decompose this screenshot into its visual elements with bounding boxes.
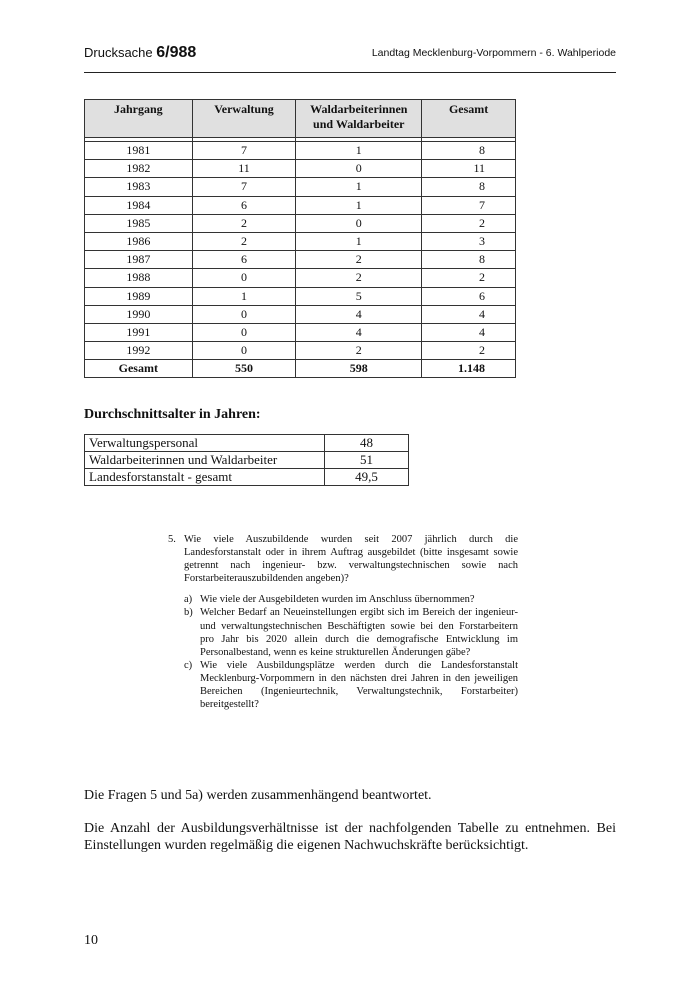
table-row <box>85 323 516 341</box>
sub-question-c <box>184 659 518 711</box>
cell-total-waldarbeiter: 598 <box>296 360 422 378</box>
question-text: Wie viele Auszubildende wurden seit 2007 jährlich durch die Landesforstanstalt oder in ihrem Auftrag ausgebildet (bitte insgesamt sowie getrennt nach ingenieur- bzw. verwaltungstechnischen sowie nach Forstarbeiterauszubildenden angeben)? <box>184 534 518 585</box>
cell-gesamt: 8 <box>422 251 516 269</box>
sub-question-text: Wie viele der Ausgebildeten wurden im Anschluss übernommen? <box>200 594 475 606</box>
table-row <box>85 251 516 269</box>
table-row <box>85 452 409 469</box>
cell-year: 1992 <box>85 342 193 360</box>
sub-question-label: a) <box>184 594 193 606</box>
cell-verwaltung: 0 <box>192 305 296 323</box>
cell-group: Waldarbeiterinnen und Waldarbeiter <box>85 452 325 469</box>
question-number: 5. <box>168 534 176 545</box>
cell-gesamt: 6 <box>422 287 516 305</box>
cell-year: 1982 <box>85 160 193 178</box>
cell-waldarbeiter: 4 <box>296 323 422 341</box>
table-row <box>85 214 516 232</box>
cell-waldarbeiter: 1 <box>296 232 422 250</box>
cell-gesamt: 2 <box>422 342 516 360</box>
cell-verwaltung: 11 <box>192 160 296 178</box>
cell-age: 48 <box>325 435 409 452</box>
average-age-heading: Durchschnittsalter in Jahren: <box>84 407 261 422</box>
cell-year: 1988 <box>85 269 193 287</box>
cell-gesamt: 3 <box>422 232 516 250</box>
table-row <box>85 305 516 323</box>
cell-year: 1991 <box>85 323 193 341</box>
table-row <box>85 469 409 486</box>
cell-verwaltung: 7 <box>192 178 296 196</box>
cell-gesamt: 4 <box>422 323 516 341</box>
table-row <box>85 287 516 305</box>
cell-year: 1987 <box>85 251 193 269</box>
cell-verwaltung: 6 <box>192 251 296 269</box>
table-row <box>85 142 516 160</box>
cell-gesamt: 4 <box>422 305 516 323</box>
sub-question-label: c) <box>184 659 193 671</box>
sub-question-text: Wie viele Ausbildungsplätze werden durch die Landesforstanstalt Mecklenburg-Vorpommern in den nächsten drei Jahren in den jeweiligen Bereichen (Ingenieurtechnik, Verwaltungstechnik, Forstarbeiter) bereitgestellt? <box>200 659 518 711</box>
cell-gesamt: 2 <box>422 214 516 232</box>
doc-number: 6/988 <box>156 44 197 61</box>
cell-year: 1986 <box>85 232 193 250</box>
cell-year: 1989 <box>85 287 193 305</box>
institution-label: Landtag Mecklenburg-Vorpommern - 6. Wahlperiode <box>371 47 616 59</box>
cell-waldarbeiter: 5 <box>296 287 422 305</box>
table-row <box>85 342 516 360</box>
cell-verwaltung: 6 <box>192 196 296 214</box>
cell-waldarbeiter: 1 <box>296 142 422 160</box>
cell-gesamt: 7 <box>422 196 516 214</box>
staff-by-birth-year-table <box>84 99 516 378</box>
cell-waldarbeiter: 0 <box>296 214 422 232</box>
cell-waldarbeiter: 1 <box>296 178 422 196</box>
sub-question-label: b) <box>184 607 193 619</box>
cell-age: 49,5 <box>325 469 409 486</box>
cell-year: 1984 <box>85 196 193 214</box>
document-number <box>84 44 196 62</box>
table-row <box>85 435 409 452</box>
cell-verwaltung: 0 <box>192 342 296 360</box>
col-header-jahrgang: Jahrgang <box>85 100 193 138</box>
cell-verwaltung: 7 <box>192 142 296 160</box>
cell-verwaltung: 2 <box>192 232 296 250</box>
cell-year: 1990 <box>85 305 193 323</box>
sub-question-a <box>184 593 518 606</box>
cell-gesamt: 2 <box>422 269 516 287</box>
table-total-row <box>85 360 516 378</box>
cell-gesamt: 8 <box>422 142 516 160</box>
cell-total-gesamt: 1.148 <box>422 360 516 378</box>
cell-year: 1985 <box>85 214 193 232</box>
cell-age: 51 <box>325 452 409 469</box>
cell-gesamt: 11 <box>422 160 516 178</box>
cell-year: 1983 <box>85 178 193 196</box>
table-row <box>85 269 516 287</box>
table-row <box>85 160 516 178</box>
cell-year: 1981 <box>85 142 193 160</box>
cell-total-verwaltung: 550 <box>192 360 296 378</box>
cell-waldarbeiter: 1 <box>296 196 422 214</box>
col-header-gesamt: Gesamt <box>422 100 516 138</box>
col-header-waldarbeiter: Waldarbeiterinnen und Waldarbeiter <box>296 100 422 138</box>
cell-gesamt: 8 <box>422 178 516 196</box>
answer-paragraph-2: Die Anzahl der Ausbildungsverhältnisse ist der nachfolgenden Tabelle zu entnehmen. Bei Einstellungen wurden regelmäßig die eigenen Nachwuchskräfte berücksichtigt. <box>84 821 616 853</box>
col-header-verwaltung: Verwaltung <box>192 100 296 138</box>
cell-verwaltung: 0 <box>192 269 296 287</box>
table-row <box>85 178 516 196</box>
table-row <box>85 232 516 250</box>
doc-label: Drucksache <box>84 45 153 60</box>
cell-waldarbeiter: 2 <box>296 269 422 287</box>
cell-group: Landesforstanstalt - gesamt <box>85 469 325 486</box>
cell-waldarbeiter: 2 <box>296 342 422 360</box>
cell-verwaltung: 0 <box>192 323 296 341</box>
cell-total-label: Gesamt <box>85 360 193 378</box>
page-header <box>84 42 616 73</box>
table-row <box>85 196 516 214</box>
cell-group: Verwaltungspersonal <box>85 435 325 452</box>
cell-verwaltung: 1 <box>192 287 296 305</box>
table-header-row <box>85 100 516 138</box>
cell-waldarbeiter: 0 <box>296 160 422 178</box>
cell-verwaltung: 2 <box>192 214 296 232</box>
cell-waldarbeiter: 2 <box>296 251 422 269</box>
sub-question-b <box>184 606 518 658</box>
answer-paragraph-1: Die Fragen 5 und 5a) werden zusammenhängend beantwortet. <box>84 788 432 803</box>
average-age-table <box>84 434 409 486</box>
sub-question-text: Welcher Bedarf an Neueinstellungen ergibt sich im Bereich der ingenieur- und verwaltungstechnischen Beschäftigten sowie bei den Forstarbeitern pro Jahr bis 2020 allein durch die demografische Entwicklung im Personalbestand, wenn es keine strukturellen Änderungen gäbe? <box>200 607 518 658</box>
question-block <box>168 533 518 711</box>
cell-waldarbeiter: 4 <box>296 305 422 323</box>
page-number: 10 <box>84 933 98 948</box>
